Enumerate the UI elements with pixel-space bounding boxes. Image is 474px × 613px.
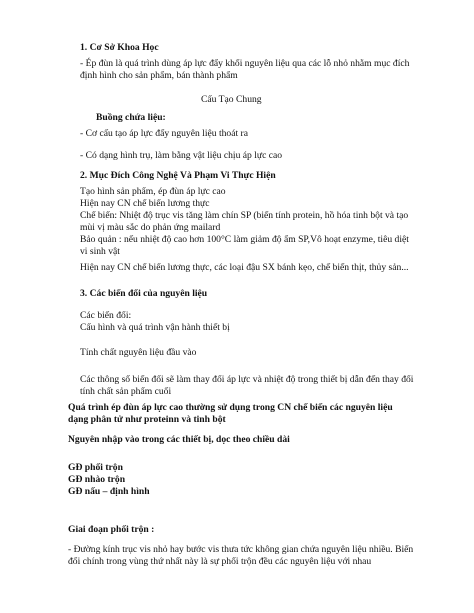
paragraph-line: Cấu hình và quá trình vận hành thiết bị bbox=[80, 322, 230, 333]
paragraph-line: Chế biến: Nhiệt độ trục vis tăng làm chín SP (biến tính protein, hồ hóa tinh bột và tạo bbox=[80, 210, 409, 221]
paragraph-line: Các biến đổi: bbox=[80, 310, 132, 321]
bold-paragraph-line: Nguyên nhập vào trong các thiết bị, dọc theo chiều dài bbox=[68, 434, 290, 445]
bullet-line: - Cơ cấu tạo áp lực đẩy nguyên liệu thoát ra bbox=[80, 128, 248, 139]
section-2-heading: 2. Mục Đích Công Nghệ Và Phạm Vi Thực Hiện bbox=[80, 170, 276, 181]
subheading-giai-doan-phoi-tron: Giai đoạn phối trộn : bbox=[68, 524, 155, 535]
paragraph-line: Hiện nay CN chế biến lương thực bbox=[80, 198, 210, 209]
paragraph-line: đổi chính trong vùng thứ nhất này là sự phối trộn đều các nguyên liệu với nhau bbox=[68, 556, 372, 567]
paragraph-line: mùi vị màu sắc do phản ứng mailard bbox=[80, 222, 221, 233]
stage-label-nhao-tron: GĐ nhào trộn bbox=[68, 474, 126, 485]
paragraph-line: Bảo quản : nếu nhiệt độ cao hơn 100°C làm giảm độ ẩm SP,Vô hoạt enzyme, tiêu diệt bbox=[80, 234, 409, 245]
paragraph-line: - Ép đùn là quá trình dùng áp lực đẩy khối nguyên liệu qua các lỗ nhỏ nhằm mục đích bbox=[80, 58, 410, 69]
centered-caption: Cấu Tạo Chung bbox=[201, 94, 262, 105]
paragraph-line: Hiện nay CN chế biến lương thực, các loại đậu SX bánh kẹo, chế biến thịt, thủy sản... bbox=[80, 262, 409, 273]
paragraph-line: tính chất sản phẩm cuối bbox=[80, 386, 172, 397]
stage-label-nau-dinh-hinh: GĐ nấu – định hình bbox=[68, 486, 150, 497]
bold-paragraph-line: Quá trình ép đùn áp lực cao thường sử dụng trong CN chế biến các nguyên liệu bbox=[68, 402, 393, 413]
section-3-heading: 3. Các biến đổi của nguyên liệu bbox=[80, 288, 208, 299]
bold-paragraph-line: dạng phân tử như proteinn và tinh bột bbox=[68, 414, 226, 425]
paragraph-line: định hình cho sản phẩm, bán thành phẩm bbox=[80, 70, 238, 81]
subheading-buong-chua-lieu: Buồng chứa liệu: bbox=[96, 112, 166, 123]
paragraph-line: Các thông số biến đổi sẽ làm thay đổi áp lực và nhiệt độ trong thiết bị dẫn đến thay đổi bbox=[80, 374, 414, 385]
section-1-heading: 1. Cơ Sở Khoa Học bbox=[80, 42, 159, 53]
paragraph-line: - Đường kính trục vis nhỏ hay bước vis thưa tức không gian chứa nguyên liệu nhiều. Biến bbox=[68, 544, 414, 555]
paragraph-line: Tính chất nguyên liệu đầu vào bbox=[80, 347, 197, 358]
stage-label-phoi-tron: GĐ phối trộn bbox=[68, 462, 123, 473]
bullet-line: - Có dạng hình trụ, làm bằng vật liệu chịu áp lực cao bbox=[80, 150, 283, 161]
paragraph-line: Tạo hình sản phẩm, ép đùn áp lực cao bbox=[80, 186, 226, 197]
paragraph-line: vi sinh vật bbox=[80, 246, 120, 257]
